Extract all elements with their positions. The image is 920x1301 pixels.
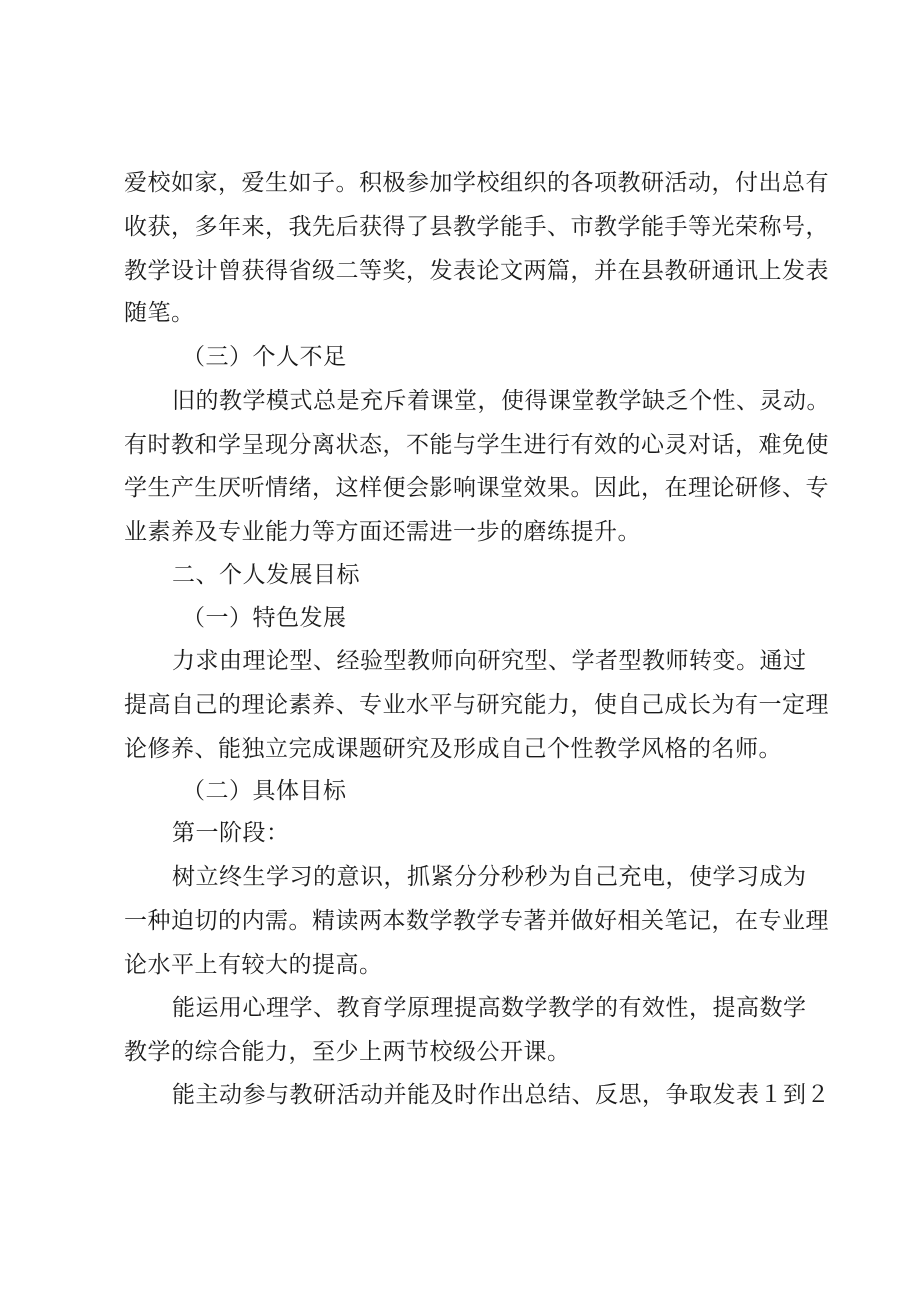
stage-heading: 第一阶段： [172, 820, 290, 846]
paragraph-line: 能主动参与教研活动并能及时作出总结、反思，争取发表１到２ [172, 1082, 830, 1108]
paragraph-line: 随笔。 [124, 300, 195, 326]
paragraph-line: 能运用心理学、教育学原理提高数学教学的有效性，提高数学 [172, 995, 807, 1021]
section-heading-characteristic-development: （一）特色发展 [182, 605, 347, 631]
paragraph-line: 有时教和学呈现分离状态，不能与学生进行有效的心灵对话，难免使 [124, 432, 829, 458]
paragraph-line: 教学设计曾获得省级二等奖，发表论文两篇，并在县教研通讯上发表 [124, 258, 829, 284]
section-heading-personal-shortcomings: （三）个人不足 [182, 344, 347, 370]
paragraph-line: 树立终生学习的意识，抓紧分分秒秒为自己充电，使学习成为 [172, 864, 807, 890]
paragraph-line: 论水平上有较大的提高。 [124, 952, 383, 978]
paragraph-line: 旧的教学模式总是充斥着课堂，使得课堂教学缺乏个性、灵动。 [172, 388, 830, 414]
paragraph-line: 提高自己的理论素养、专业水平与研究能力，使自己成长为有一定理 [124, 692, 829, 718]
paragraph-line: 业素养及专业能力等方面还需进一步的磨练提升。 [124, 519, 641, 545]
paragraph-line: 一种迫切的内需。精读两本数学教学专著并做好相关笔记，在专业理 [124, 908, 829, 934]
paragraph-line: 学生产生厌听情绪，这样便会影响课堂效果。因此，在理论研修、专 [124, 475, 829, 501]
section-heading-development-goals: 二、个人发展目标 [172, 562, 360, 588]
paragraph-line: 论修养、能独立完成课题研究及形成自己个性教学风格的名师。 [124, 736, 782, 762]
paragraph-line: 力求由理论型、经验型教师向研究型、学者型教师转变。通过 [172, 648, 807, 674]
paragraph-line: 爱校如家，爱生如子。积极参加学校组织的各项教研活动，付出总有 [124, 170, 829, 196]
paragraph-line: 教学的综合能力，至少上两节校级公开课。 [124, 1039, 571, 1065]
paragraph-line: 收获，多年来，我先后获得了县教学能手、市教学能手等光荣称号， [124, 214, 829, 240]
section-heading-specific-goals: （二）具体目标 [182, 778, 347, 804]
